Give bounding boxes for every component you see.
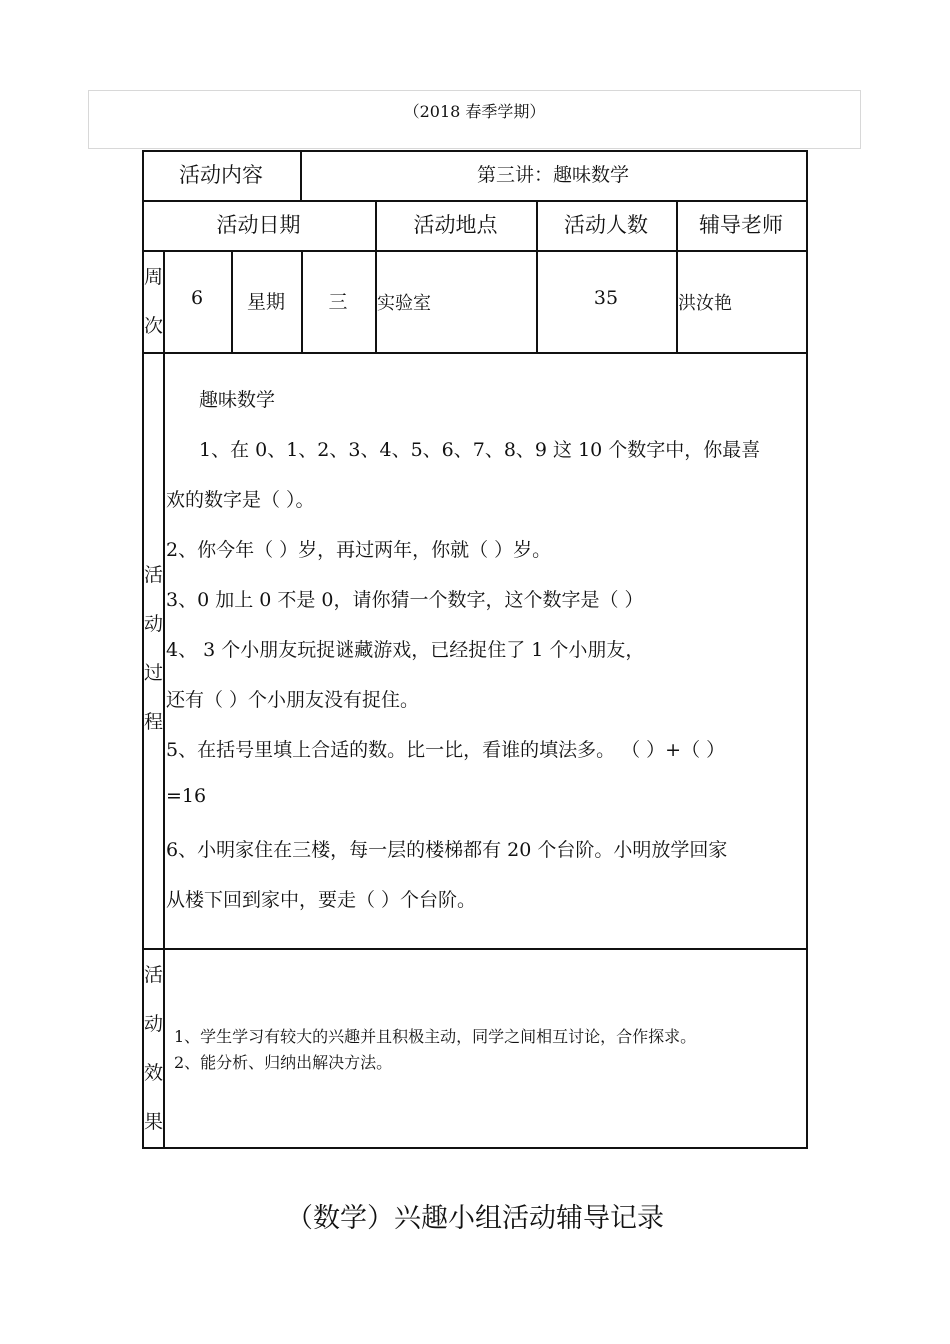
document-title: （数学）兴趣小组活动辅导记录 — [286, 1203, 664, 1234]
effect-label: 效 — [144, 1062, 164, 1084]
table-rule — [142, 150, 808, 152]
effect-line: 2、能分析、归纳出解决方法。 — [174, 1053, 393, 1072]
process-line: 6、小明家住在三楼，每一层的楼梯都有 20 个台阶。小明放学回家 — [166, 839, 728, 861]
effect-label: 动 — [144, 1013, 164, 1035]
process-line: 2、你今年（ ）岁，再过两年，你就（ ）岁。 — [166, 539, 552, 561]
effect-line: 1、学生学习有较大的兴趣并且积极主动，同学之间相互讨论，合作探求。 — [174, 1027, 697, 1046]
effect-label: 活 — [144, 964, 164, 986]
process-line: 4、 3 个小朋友玩捉谜藏游戏，已经捉住了 1 个小朋友， — [166, 639, 645, 661]
semester-note: （2018 春季学期） — [403, 102, 546, 121]
content-value: 第三讲：趣味数学 — [476, 164, 629, 186]
week-value: 6 — [190, 287, 204, 309]
process-line: 趣味数学 — [199, 389, 276, 411]
header-participants: 活动人数 — [564, 213, 648, 237]
week-label: 次 — [144, 315, 164, 337]
week-label: 周 — [144, 266, 164, 288]
header-location: 活动地点 — [413, 213, 498, 237]
table-rule — [142, 150, 144, 1149]
process-line: =16 — [166, 785, 207, 807]
weekday-label: 星期 — [246, 291, 285, 313]
table-rule — [142, 200, 808, 202]
table-rule — [163, 250, 165, 1149]
effect-label: 果 — [144, 1111, 164, 1133]
teacher-value: 洪汝艳 — [678, 293, 732, 314]
table-rule — [142, 948, 808, 950]
process-label: 活 — [144, 564, 164, 586]
process-line: 从楼下回到家中，要走（ ）个台阶。 — [166, 889, 477, 911]
header-date: 活动日期 — [216, 213, 301, 237]
weekday-value: 三 — [328, 291, 348, 313]
process-label: 程 — [144, 711, 164, 733]
header-teacher: 辅导老师 — [699, 213, 783, 237]
process-line: 欢的数字是（ ）。 — [166, 489, 315, 511]
process-label: 过 — [144, 662, 164, 684]
content-label: 活动内容 — [179, 163, 263, 187]
activity-record-table — [142, 150, 808, 1149]
table-rule — [806, 150, 808, 1149]
process-line: 3、0 加上 0 不是 0，请你猜一个数字，这个数字是（ ） — [166, 589, 644, 611]
table-rule — [142, 250, 808, 252]
process-line: 1、在 0、1、2、3、4、5、6、7、8、9 这 10 个数字中，你最喜 — [199, 439, 761, 461]
participants-value: 35 — [593, 287, 619, 309]
process-line: 5、在括号里填上合适的数。比一比，看谁的填法多。 （ ）+（ ） — [166, 739, 726, 761]
table-rule — [142, 1147, 808, 1149]
location-value: 实验室 — [377, 293, 431, 314]
semester-header-box — [88, 90, 861, 149]
process-line: 还有（ ）个小朋友没有捉住。 — [166, 689, 420, 711]
process-label: 动 — [144, 613, 164, 635]
table-rule — [142, 352, 808, 354]
